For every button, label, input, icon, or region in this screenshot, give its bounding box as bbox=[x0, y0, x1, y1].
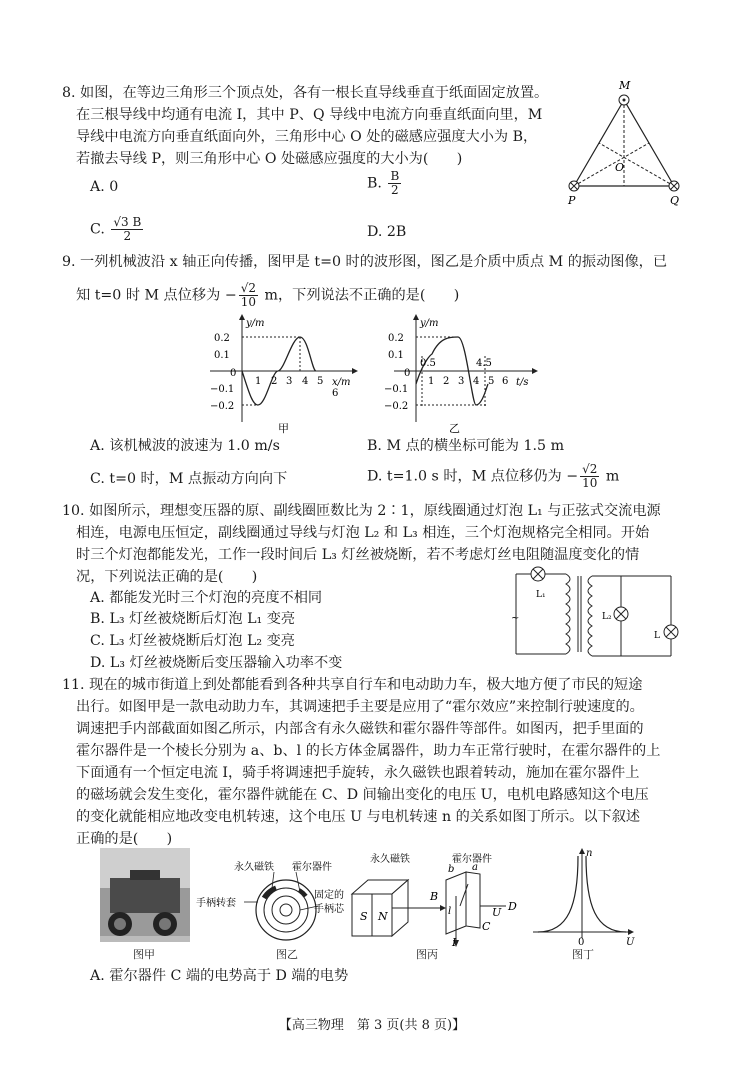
q11-figure-jia-photo bbox=[100, 848, 192, 944]
q9-option-a: A. 该机械波的波速为 1.0 m/s bbox=[90, 438, 280, 454]
q9-line-2 bbox=[76, 282, 459, 309]
q8-b-den: 2 bbox=[391, 183, 399, 197]
q11-ding-label-origin: 0 bbox=[578, 937, 585, 946]
q9-option-d-fraction bbox=[580, 463, 599, 490]
q9-jia-xtick-5: 5 bbox=[317, 376, 324, 387]
q9-yi-xtick-6: 6 bbox=[502, 376, 509, 387]
q9-jia-xtick-3: 3 bbox=[286, 376, 293, 387]
q8-label-o: O bbox=[615, 161, 625, 174]
q8-option-d: D. 2B bbox=[367, 224, 407, 240]
q10-label-l2: L₂ bbox=[602, 612, 612, 622]
q8-option-a: A. 0 bbox=[90, 179, 119, 195]
q9-d-den: 10 bbox=[582, 476, 598, 490]
q9-option-d-pre: D. t=1.0 s 时，M 点位移仍为 − bbox=[367, 468, 579, 485]
q9-d-num: √2 bbox=[582, 462, 598, 476]
q9-jia-ytick-3: −0.1 bbox=[210, 384, 235, 395]
q8-option-b-prefix: B. bbox=[367, 175, 382, 192]
q9-figure-yi bbox=[384, 314, 554, 434]
q11-line-7: 的变化就能相应地改变电机转速，这个电压 U 与电机转速 n 的关系如图丁所示。以下叙述 bbox=[76, 809, 641, 825]
q10-line-3: 时三个灯泡都能发光，工作一段时间后 L₃ 灯丝被烧断，若不考虑灯丝电阻随温度变化的情 bbox=[76, 547, 640, 563]
q9-option-d-post: m bbox=[601, 468, 620, 485]
q11-bing-label-n: N bbox=[378, 910, 388, 923]
q9-yi-xlabel: t/s bbox=[516, 377, 529, 388]
q11-ding-label-u: U bbox=[626, 937, 635, 946]
q10-option-d: D. L₃ 灯丝被烧断后变压器输入功率不变 bbox=[90, 655, 343, 671]
q8-option-b bbox=[367, 170, 403, 197]
q8-line-2: 在三根导线中均通有电流 I，其中 P、Q 导线中电流方向垂直纸面向里，M bbox=[76, 107, 543, 123]
q8-line-1: 8. 如图，在等边三角形三个顶点处，各有一根长直导线垂直于纸面固定放置。 bbox=[62, 85, 549, 101]
q9-jia-caption: 甲 bbox=[278, 422, 289, 434]
q11-figure-yi bbox=[196, 858, 346, 948]
q9-jia-ytick-2: 0 bbox=[230, 368, 237, 379]
q9-option-d bbox=[367, 463, 619, 490]
q11-figure-bing bbox=[340, 850, 532, 948]
q9-yi-ylabel: y/m bbox=[420, 318, 439, 329]
q11-caption-yi: 图乙 bbox=[276, 948, 298, 961]
q11-bing-label-a-edge: a bbox=[472, 862, 478, 873]
q11-yi-label-core1: 固定的 bbox=[314, 890, 344, 901]
q9-line-2-pre: 知 t=0 时 M 点位移为 − bbox=[76, 287, 237, 304]
q9-yi-mark-45: 4.5 bbox=[476, 358, 492, 369]
q8-option-c bbox=[90, 216, 145, 243]
q9-yi-ytick-4: −0.2 bbox=[384, 401, 409, 412]
q10-line-2: 相连，电源电压恒定，副线圈通过导线与灯泡 L₂ 和 L₃ 相连，三个灯泡规格完全相同。开始 bbox=[76, 525, 650, 541]
q9-yi-ytick-3: −0.1 bbox=[384, 384, 409, 395]
q11-caption-jia: 图甲 bbox=[133, 948, 155, 961]
q11-bing-label-b-edge: b bbox=[448, 864, 455, 875]
q11-line-4: 霍尔器件是一个棱长分别为 a、b、l 的长方体金属器件，助力车正常行驶时，在霍尔器件的上 bbox=[76, 743, 661, 759]
q11-caption-ding: 图丁 bbox=[572, 948, 594, 961]
q9-jia-xtick-6: 6 bbox=[332, 388, 339, 399]
q9-jia-ytick-1: 0.1 bbox=[214, 350, 230, 361]
q10-line-4: 况，下列说法正确的是( ) bbox=[76, 569, 258, 585]
page-footer: 【高三物理 第 3 页(共 8 页)】 bbox=[278, 1018, 466, 1033]
q11-bing-label-u: U bbox=[492, 906, 502, 919]
q9-line-1: 9. 一列机械波沿 x 轴正向传播，图甲是 t=0 时的波形图，图乙是介质中质点 M 的振动图像，已 bbox=[62, 254, 668, 270]
q8-option-b-fraction bbox=[388, 170, 401, 197]
q11-bing-label-hall: 霍尔器件 bbox=[452, 854, 492, 865]
q9-jia-xtick-1: 1 bbox=[255, 376, 262, 387]
q8-label-p: P bbox=[568, 194, 576, 207]
q8-c-den: 2 bbox=[123, 229, 132, 243]
q9-yi-ytick-2: 0 bbox=[404, 368, 411, 379]
q9-line-2-fraction bbox=[239, 282, 258, 309]
q11-bing-label-magnet: 永久磁铁 bbox=[370, 854, 410, 865]
q10-label-l1: L₁ bbox=[536, 590, 546, 600]
q11-option-a: A. 霍尔器件 C 端的电势高于 D 端的电势 bbox=[90, 968, 349, 984]
q9-yi-xtick-3: 3 bbox=[458, 376, 465, 387]
q8-label-q: Q bbox=[670, 194, 680, 207]
q8-line-4: 若撤去导线 P，则三角形中心 O 处磁感应强度的大小为( ) bbox=[76, 151, 463, 167]
q9-yi-xtick-2: 2 bbox=[443, 376, 450, 387]
q9-yi-mark-05: 0.5 bbox=[420, 358, 436, 369]
q9-jia-xtick-2: 2 bbox=[271, 376, 278, 387]
q9-yi-xtick-5: 5 bbox=[488, 376, 495, 387]
q8-c-num: √3 B bbox=[113, 215, 142, 229]
q11-figure-ding bbox=[528, 846, 638, 946]
q9-yi-xtick-4: 4 bbox=[473, 376, 480, 387]
q9-l2-num: √2 bbox=[240, 281, 256, 295]
q9-jia-ytick-4: −0.2 bbox=[210, 401, 235, 412]
q10-option-b: B. L₃ 灯丝被烧断后灯泡 L₁ 变亮 bbox=[90, 611, 296, 627]
q11-yi-label-core2: 手柄芯 bbox=[314, 904, 344, 915]
q11-yi-label-handle: 手柄转套 bbox=[196, 898, 236, 909]
q9-option-c: C. t=0 时，M 点振动方向向下 bbox=[90, 471, 288, 487]
q8-option-c-prefix: C. bbox=[90, 221, 105, 238]
q8-line-3: 导线中电流方向垂直纸面向外，三角形中心 O 处的磁感应强度大小为 B， bbox=[76, 129, 538, 145]
q11-ding-label-n: n bbox=[586, 848, 593, 859]
q10-line-1: 10. 如图所示，理想变压器的原、副线圈匝数比为 2∶1，原线圈通过灯泡 L₁ 与正弦式交流电源 bbox=[62, 503, 661, 519]
q10-label-l3: L bbox=[654, 631, 660, 641]
q11-line-8: 正确的是( ) bbox=[76, 831, 173, 847]
q9-yi-ytick-1: 0.1 bbox=[388, 350, 404, 361]
q11-bing-label-d: D bbox=[508, 900, 517, 913]
q11-bing-label-b: B bbox=[430, 890, 439, 903]
q11-line-2: 出行。如图甲是一款电动助力车，其调速把手主要是应用了“霍尔效应”来控制行驶速度的。 bbox=[76, 699, 644, 715]
q9-jia-xtick-4: 4 bbox=[302, 376, 309, 387]
q9-option-b: B. M 点的横坐标可能为 1.5 m bbox=[367, 438, 565, 454]
q11-bing-label-l-edge: l bbox=[448, 906, 452, 917]
q8-b-num: B bbox=[390, 169, 400, 183]
q11-bing-label-s: S bbox=[360, 910, 368, 923]
q9-jia-xlabel: x/m bbox=[332, 377, 351, 388]
q11-yi-label-magnet: 永久磁铁 bbox=[234, 862, 274, 873]
q9-jia-ytick-0: 0.2 bbox=[214, 333, 230, 344]
q8-triangle-figure bbox=[560, 78, 700, 208]
q11-bing-label-c: C bbox=[482, 920, 491, 933]
q11-yi-label-hall: 霍尔器件 bbox=[292, 862, 332, 873]
q10-label-source: ~ bbox=[511, 613, 520, 624]
q9-yi-ytick-0: 0.2 bbox=[388, 333, 404, 344]
q10-transformer-figure bbox=[506, 564, 686, 664]
q9-jia-ylabel: y/m bbox=[246, 318, 265, 329]
q11-caption-bing: 图丙 bbox=[416, 948, 438, 961]
q11-bing-label-i: I bbox=[452, 936, 457, 948]
q9-yi-xtick-1: 1 bbox=[428, 376, 435, 387]
q11-line-6: 的磁场就会发生变化，霍尔器件就能在 C、D 间输出变化的电压 U，电机电路感知这个电压 bbox=[76, 787, 649, 803]
q11-line-1: 11. 现在的城市街道上到处都能看到各种共享自行车和电动助力车，极大地方便了市民的短途 bbox=[62, 677, 643, 693]
q10-option-c: C. L₃ 灯丝被烧断后灯泡 L₂ 变亮 bbox=[90, 633, 295, 649]
q9-figure-jia bbox=[200, 314, 370, 434]
q10-option-a: A. 都能发光时三个灯泡的亮度不相同 bbox=[90, 590, 323, 606]
q11-line-5: 下面通有一个恒定电流 I，骑手将调速把手旋转，永久磁铁也跟着转动，施加在霍尔器件上 bbox=[76, 765, 640, 781]
q9-yi-caption: 乙 bbox=[449, 422, 460, 434]
q9-l2-den: 10 bbox=[240, 295, 256, 309]
q9-line-2-post: m，下列说法不正确的是( ) bbox=[260, 287, 460, 304]
q8-option-c-fraction bbox=[111, 216, 143, 243]
q11-line-3: 调速把手内部截面如图乙所示，内部含有永久磁铁和霍尔器件等部件。如图丙，把手里面的 bbox=[76, 721, 644, 737]
q8-label-m: M bbox=[619, 79, 631, 92]
